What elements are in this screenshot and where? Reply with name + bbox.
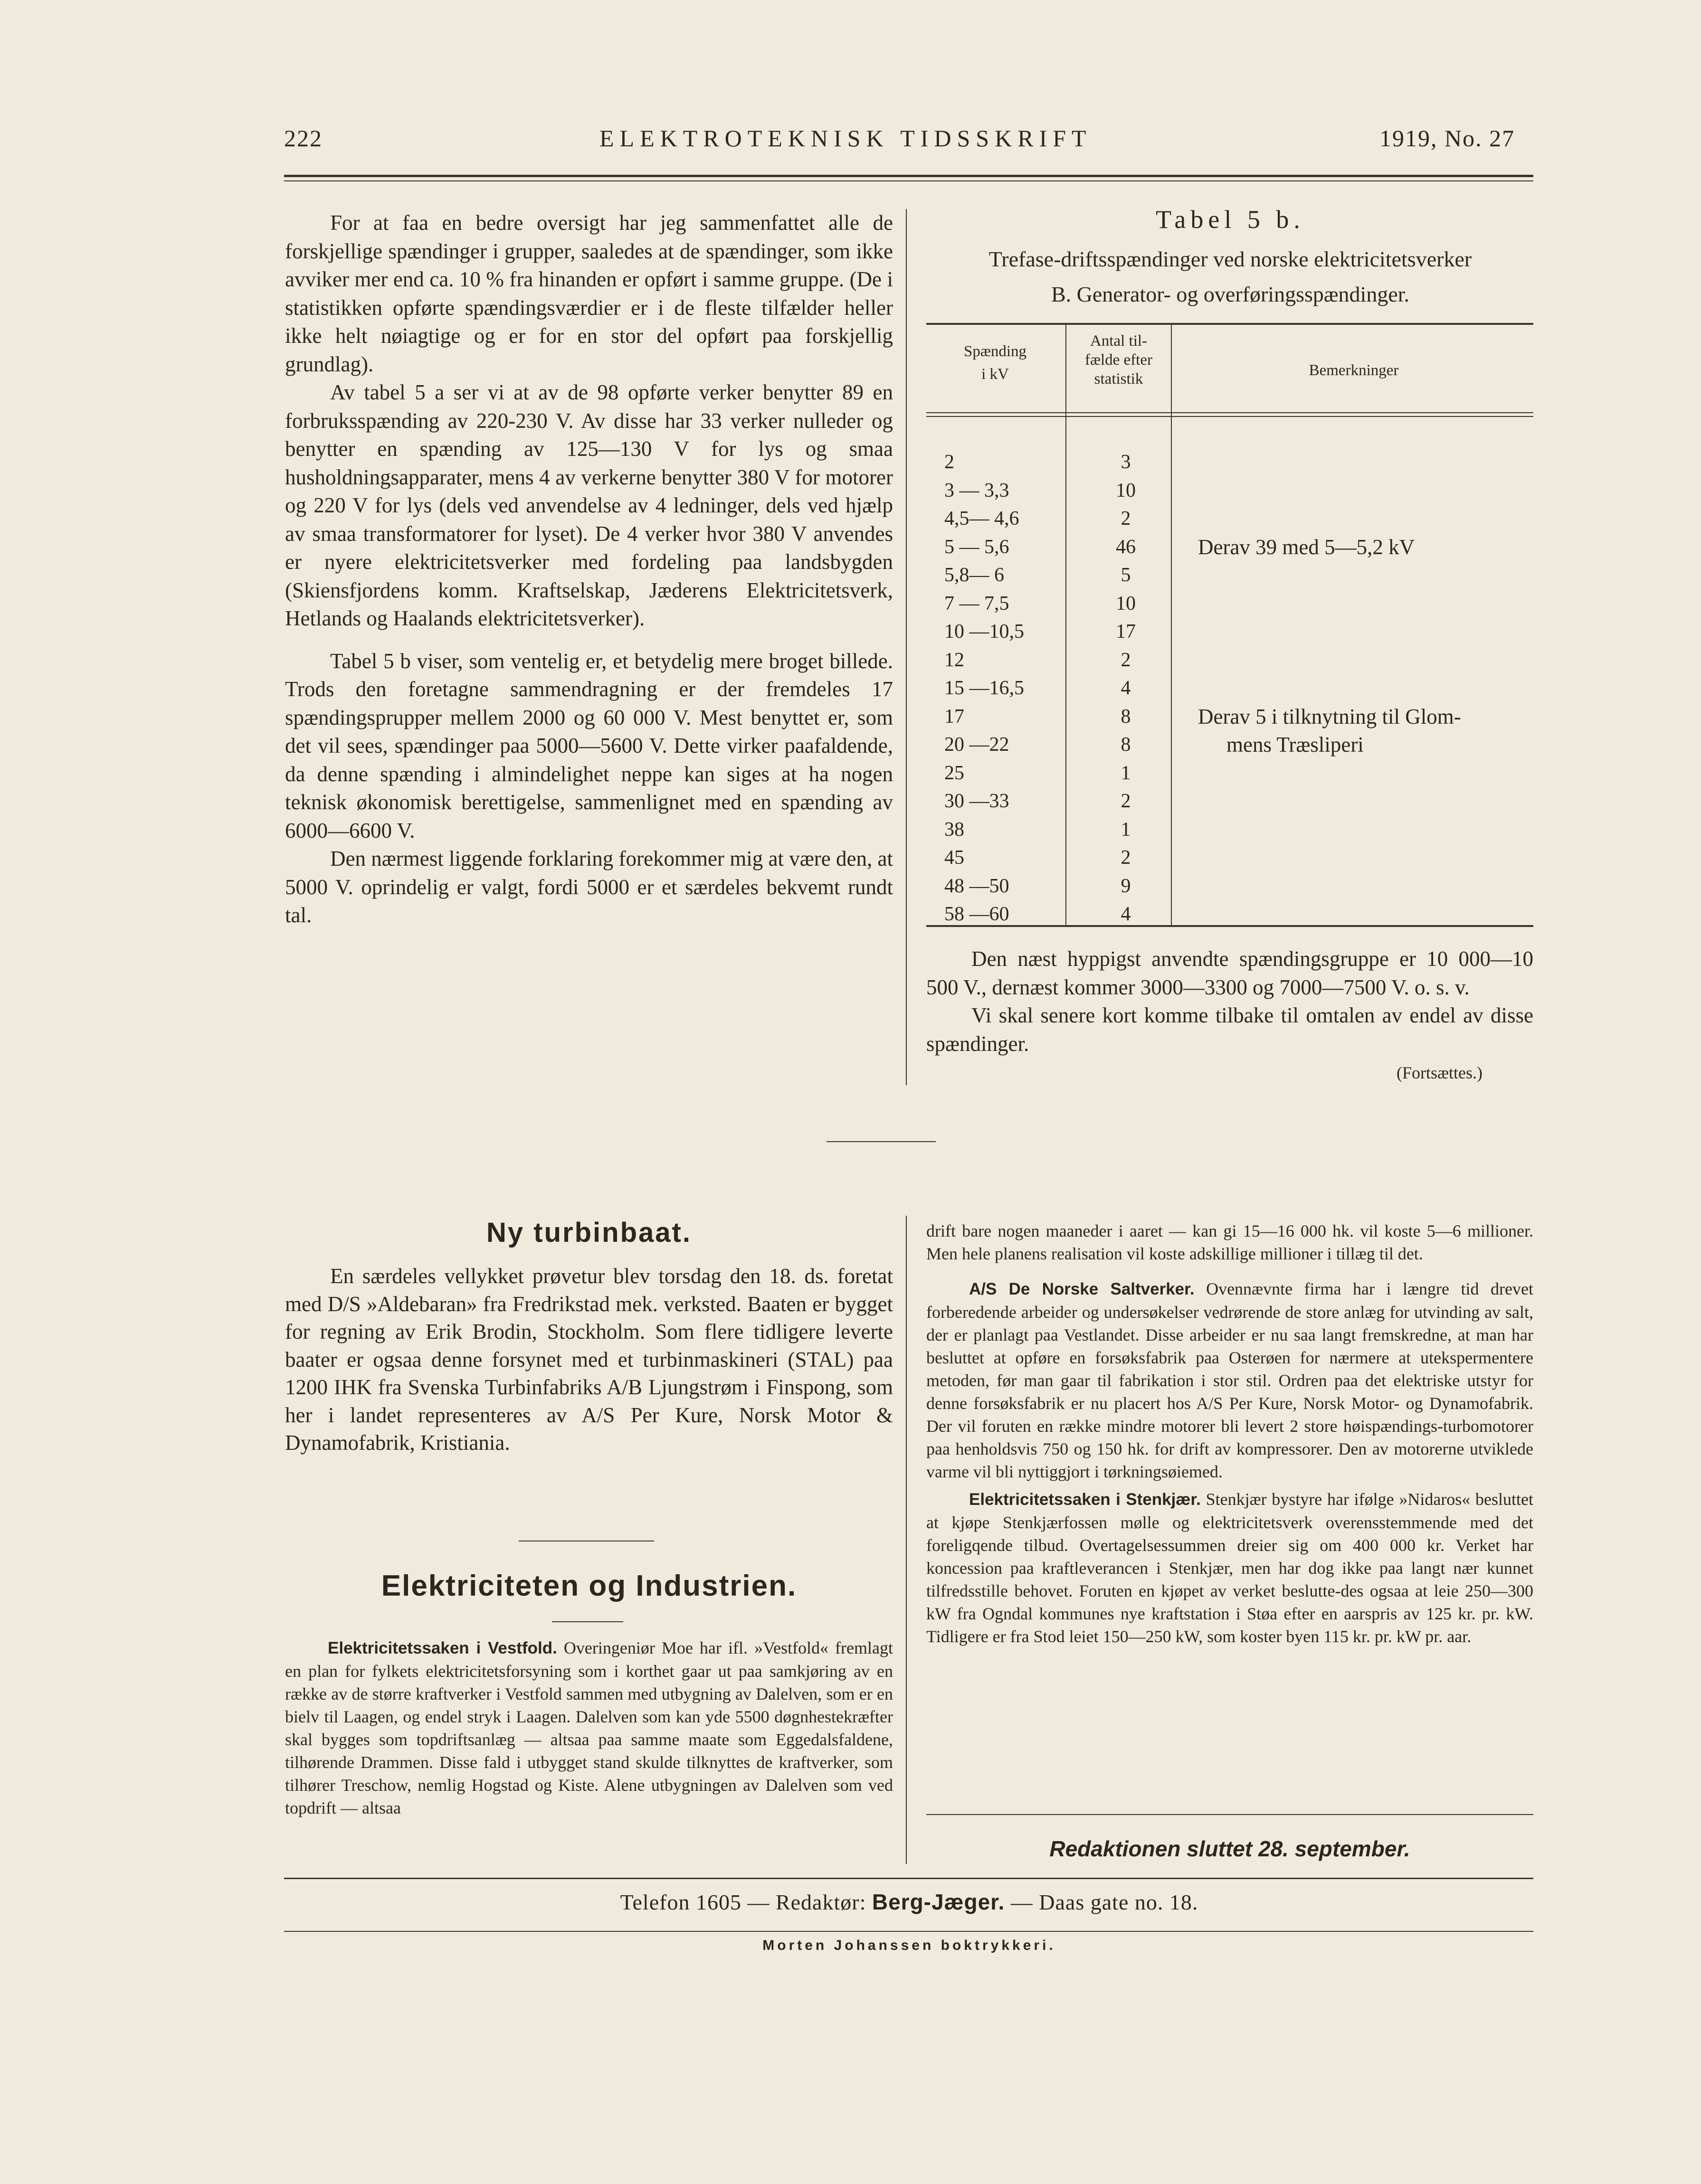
news-item bbox=[926, 1277, 1533, 1483]
paragraph: En særdeles vellykket prøvetur blev torsdag den 18. ds. foretat med D/S »Aldebaran» fra Fredrikstad mek. verksted. Baaten er bygget for regning av Erik Brodin, Stockholm. Som flere tidligere leverte baater er ogsaa denne forsynet med et turbinmaskineri (STAL) paa 1200 IHK fra Svenska Turbinfabriks A/B Ljungstrøm i Finspong, som her i landet representeres av A/S Per Kure, Norsk Motor & Dynamofabrik, Kristiania. bbox=[285, 1264, 893, 1455]
paragraph: Av tabel 5 a ser vi at av de 98 opførte verker benytter 89 en forbruksspænding av 220-230 V. Av disse har 33 verker nulleder og benytter en spænding av 125—130 V for lys og smaa husholdningsapparater, mens 4 av verkerne benytter 380 V for motorer og 220 V for lys (dels ved anvendelse av 4 ledninger, dels ved hjælp av smaa transformatorer for lyset). De 4 verker hvor 380 V anvendes er nyere elektricitetsverker med fordeling paa landsbygden (Skiensfjordens komm. Kraftselskap, Jæderens Elektricitetsverk, Hetlands og Haalands elektricitetsverker). bbox=[285, 380, 893, 630]
header-text: i kV bbox=[981, 366, 1009, 383]
voltage-cell: 12 bbox=[944, 649, 964, 671]
news-item bbox=[285, 1636, 893, 1819]
section-divider bbox=[827, 1141, 936, 1142]
voltage-cell: 5 — 5,6 bbox=[944, 536, 1009, 558]
header-text: fælde efter bbox=[1084, 351, 1152, 369]
footer-sep: — bbox=[747, 1890, 776, 1914]
count-cell: 2 bbox=[1121, 649, 1131, 671]
voltage-cell: 45 bbox=[944, 847, 964, 869]
item-text: Ovennævnte firma har i længre tid drevet forberedende arbeider og undersøkelser vedrørende de store anlæg for utvinding av salt, der er planlagt paa Vestlandet. Disse arbeider er nu saa langt fremskredne, at man har besluttet at opføre en forsøksfabrik paa Osterøen for nærmere at utekspermentere metoden, før man gaar til fabrikation i stor stil. Ordren paa det elektriske utstyr for denne forsøksfabrik er nu placert hos A/S Per Kure, Norsk Motor- og Dynamofabrik. Der vil foruten en række mindre motorer bli levert 2 store høispændings-turbomotorer paa henholdsvis 750 og 150 hk. for drift av kompressorer. Den av motorerne utviklede varme vil bli nyttiggjort i tørkningsøiemed. bbox=[926, 1279, 1533, 1481]
count-cell: 9 bbox=[1121, 875, 1131, 897]
count-cell: 10 bbox=[1116, 592, 1136, 615]
voltage-cell: 38 bbox=[944, 818, 964, 841]
voltage-cell: 2 bbox=[944, 451, 954, 473]
table-title: Tabel 5 b. bbox=[1156, 205, 1305, 234]
count-cell: 8 bbox=[1121, 705, 1131, 728]
voltage-cell: 48 —50 bbox=[944, 875, 1009, 897]
count-cell: 2 bbox=[1121, 508, 1131, 529]
printer-line: Morten Johanssen boktrykkeri. bbox=[762, 1938, 1056, 1953]
header-rule-thick bbox=[284, 175, 1533, 177]
footer-rule bbox=[284, 1931, 1533, 1932]
header-rule-thin bbox=[284, 180, 1533, 181]
industry-left-column bbox=[285, 1636, 893, 1824]
count-cell: 10 bbox=[1116, 479, 1136, 501]
voltage-cell: 4,5— 4,6 bbox=[944, 508, 1019, 529]
voltage-cell: 58 —60 bbox=[944, 903, 1009, 925]
remark-cell: mens Træsliperi bbox=[1226, 733, 1364, 756]
news-item bbox=[926, 1488, 1533, 1648]
paragraph: Den næst hyppigst anvendte spændingsgruppe er 10 000—10 500 V., dernæst kommer 3000—3300 og 7000—7500 V. o. s. v. bbox=[926, 947, 1533, 999]
footer-phone: Telefon 1605 bbox=[620, 1890, 741, 1914]
voltage-cell: 15 —16,5 bbox=[944, 677, 1024, 699]
count-cell: 2 bbox=[1121, 847, 1131, 869]
voltage-cell: 3 — 3,3 bbox=[944, 479, 1009, 501]
item-text: Overingeniør Moe har ifl. »Vestfold« fremlagt en plan for fylkets elektricitetsforsyning som i korthet gaar ut paa samkjøring av en række av de større kraftverker i Vestfold sammen med utbygning av Dalelven, som er en bielv til Laagen, og endel stryk i Laagen. Dalelven som kan yde 5500 døgnhestekræfter skal bygges som topdriftsanlæg — altsaa paa samme maate som Eggedalsfaldene, tilhørende Drammen. Disse fald i utbygget stand skulde tilknyttes de kraftverker, som tilhører Treschow, nemlig Hogstad og Kiste. Alene utbygningen av Dalelven som ved topdrift — altsaa bbox=[285, 1638, 893, 1817]
article-left-column bbox=[285, 209, 893, 930]
divider bbox=[926, 1814, 1533, 1815]
table-subtitle-b: B. Generator- og overføringsspændinger. bbox=[1051, 282, 1410, 306]
footer-line bbox=[285, 1889, 1533, 1915]
closing-note: Redaktionen sluttet 28. september. bbox=[1049, 1836, 1410, 1861]
table-header-rule bbox=[926, 412, 1533, 413]
header-text: Antal til- bbox=[1090, 332, 1148, 350]
header-text: Spænding bbox=[963, 343, 1027, 360]
count-cell: 1 bbox=[1121, 762, 1131, 784]
footer-editor-label: Redaktør: bbox=[775, 1890, 866, 1914]
item-title: A/S De Norske Saltverker. bbox=[969, 1280, 1195, 1298]
continued-note: (Fortsættes.) bbox=[1397, 1063, 1483, 1082]
voltage-cell: 5,8— 6 bbox=[944, 564, 1004, 586]
news-item-continued: drift bare nogen maaneder i aaret — kan gi 15—16 000 hk. vil koste 5—6 millioner. Men hele planens realisation vil koste adskillige millioner i tillæg til det. bbox=[926, 1221, 1533, 1263]
voltage-cell: 25 bbox=[944, 762, 964, 784]
footer-editor-name: Berg-Jæger. bbox=[872, 1890, 1005, 1914]
voltage-cell: 7 — 7,5 bbox=[944, 592, 1009, 615]
divider bbox=[552, 1621, 623, 1622]
article-right-column bbox=[926, 945, 1533, 1058]
column-header-count bbox=[1066, 331, 1171, 388]
issue-number: 1919, No. 27 bbox=[1379, 125, 1515, 151]
count-cell: 46 bbox=[1116, 536, 1136, 558]
column-header-remarks: Bemerkninger bbox=[1309, 362, 1399, 379]
footer-rule bbox=[284, 1878, 1533, 1879]
item-title: Elektricitetssaken i Stenkjær. bbox=[969, 1490, 1201, 1509]
item-title: Elektricitetssaken i Vestfold. bbox=[328, 1639, 557, 1657]
footer-sep: — bbox=[1010, 1890, 1039, 1914]
count-cell: 17 bbox=[1116, 621, 1136, 643]
paragraph: For at faa en bedre oversigt har jeg sammenfattet alle de forskjellige spændinger i grupper, saaledes at de spændinger, som ikke avviker mer end ca. 10 % fra hinanden er opført i samme gruppe. (De i statistikken opførte spændingsværdier er i de fleste tilfælder heller ikke helt nøiagtige og er for en stor del opført paa forskjellig grundlag). bbox=[285, 211, 893, 376]
page-number: 222 bbox=[284, 125, 323, 151]
table-subtitle: Trefase-driftsspændinger ved norske elektricitetsverker bbox=[988, 247, 1472, 271]
item-text: Stenkjær bystyre har ifølge »Nidaros« besluttet at kjøpe Stenkjærfossen mølle og elektricitetsverk overensstemmende med det foreligqende tilbud. Overtagelsessummen dreier sig om 400 000 kr. Verket har koncession paa kraftleverancen i Stenkjær, men har dog ikke paa langt nær kunnet tilfredsstille behovet. Foruten en kjøpet av verket beslutte-des ogsaa at leie 250—300 kW fra Ogndal kommunes nye kraftstation i Støa efter en aarspris av 125 kr. pr. kW. Tidligere er fra Stod leiet 150—250 kW, som koster byen 115 kr. pr. kW pr. aar. bbox=[926, 1490, 1533, 1646]
table-bottom-rule bbox=[926, 925, 1533, 927]
count-cell: 4 bbox=[1121, 903, 1131, 925]
column-separator bbox=[906, 209, 907, 1085]
voltage-cell: 20 —22 bbox=[944, 734, 1009, 756]
journal-title: ELEKTROTEKNISK TIDSSKRIFT bbox=[599, 125, 1092, 151]
footer-address: Daas gate no. 18. bbox=[1039, 1890, 1198, 1914]
count-cell: 8 bbox=[1121, 734, 1131, 756]
count-cell: 4 bbox=[1121, 677, 1131, 699]
count-cell: 5 bbox=[1121, 564, 1131, 586]
remark-cell: Derav 39 med 5—5,2 kV bbox=[1198, 535, 1415, 559]
table-top-rule bbox=[926, 323, 1533, 325]
turbine-heading: Ny turbinbaat. bbox=[486, 1217, 692, 1248]
paragraph: Den nærmest liggende forklaring forekommer mig at være den, at 5000 V. oprindelig er valgt, fordi 5000 er et særdeles bekvemt rundt tal. bbox=[285, 847, 893, 927]
industry-right-column bbox=[926, 1220, 1533, 1653]
header-text: statistik bbox=[1094, 370, 1143, 388]
voltage-cell: 30 —33 bbox=[944, 790, 1009, 812]
paragraph: Vi skal senere kort komme tilbake til omtalen av endel av disse spændinger. bbox=[926, 1003, 1533, 1056]
voltage-cell: 10 —10,5 bbox=[944, 621, 1024, 643]
count-cell: 1 bbox=[1121, 818, 1131, 841]
table-header-rule bbox=[926, 416, 1533, 417]
count-cell: 3 bbox=[1121, 451, 1131, 473]
remark-cell: Derav 5 i tilknytning til Glom- bbox=[1198, 704, 1461, 728]
column-separator bbox=[906, 1216, 907, 1864]
industry-heading: Elektriciteten og Industrien. bbox=[381, 1569, 797, 1602]
turbine-text-block bbox=[285, 1262, 893, 1457]
column-header-voltage bbox=[926, 342, 1064, 384]
voltage-cell: 17 bbox=[944, 705, 964, 728]
paragraph: Tabel 5 b viser, som ventelig er, et betydelig mere broget billede. Trods den foretagne sammendragning er der fremdeles 17 spændingsprupper mellem 2000 og 60 000 V. Mest benyttet er, som det vil sees, spændinger paa 5000—5600 V. Dette virker paafaldende, da denne spænding i almindelighet neppe kan siges at ha nogen teknisk økonomisk berettigelse, sammenlignet med en spænding av 6000—6600 V. bbox=[285, 649, 893, 842]
count-cell: 2 bbox=[1121, 790, 1131, 812]
